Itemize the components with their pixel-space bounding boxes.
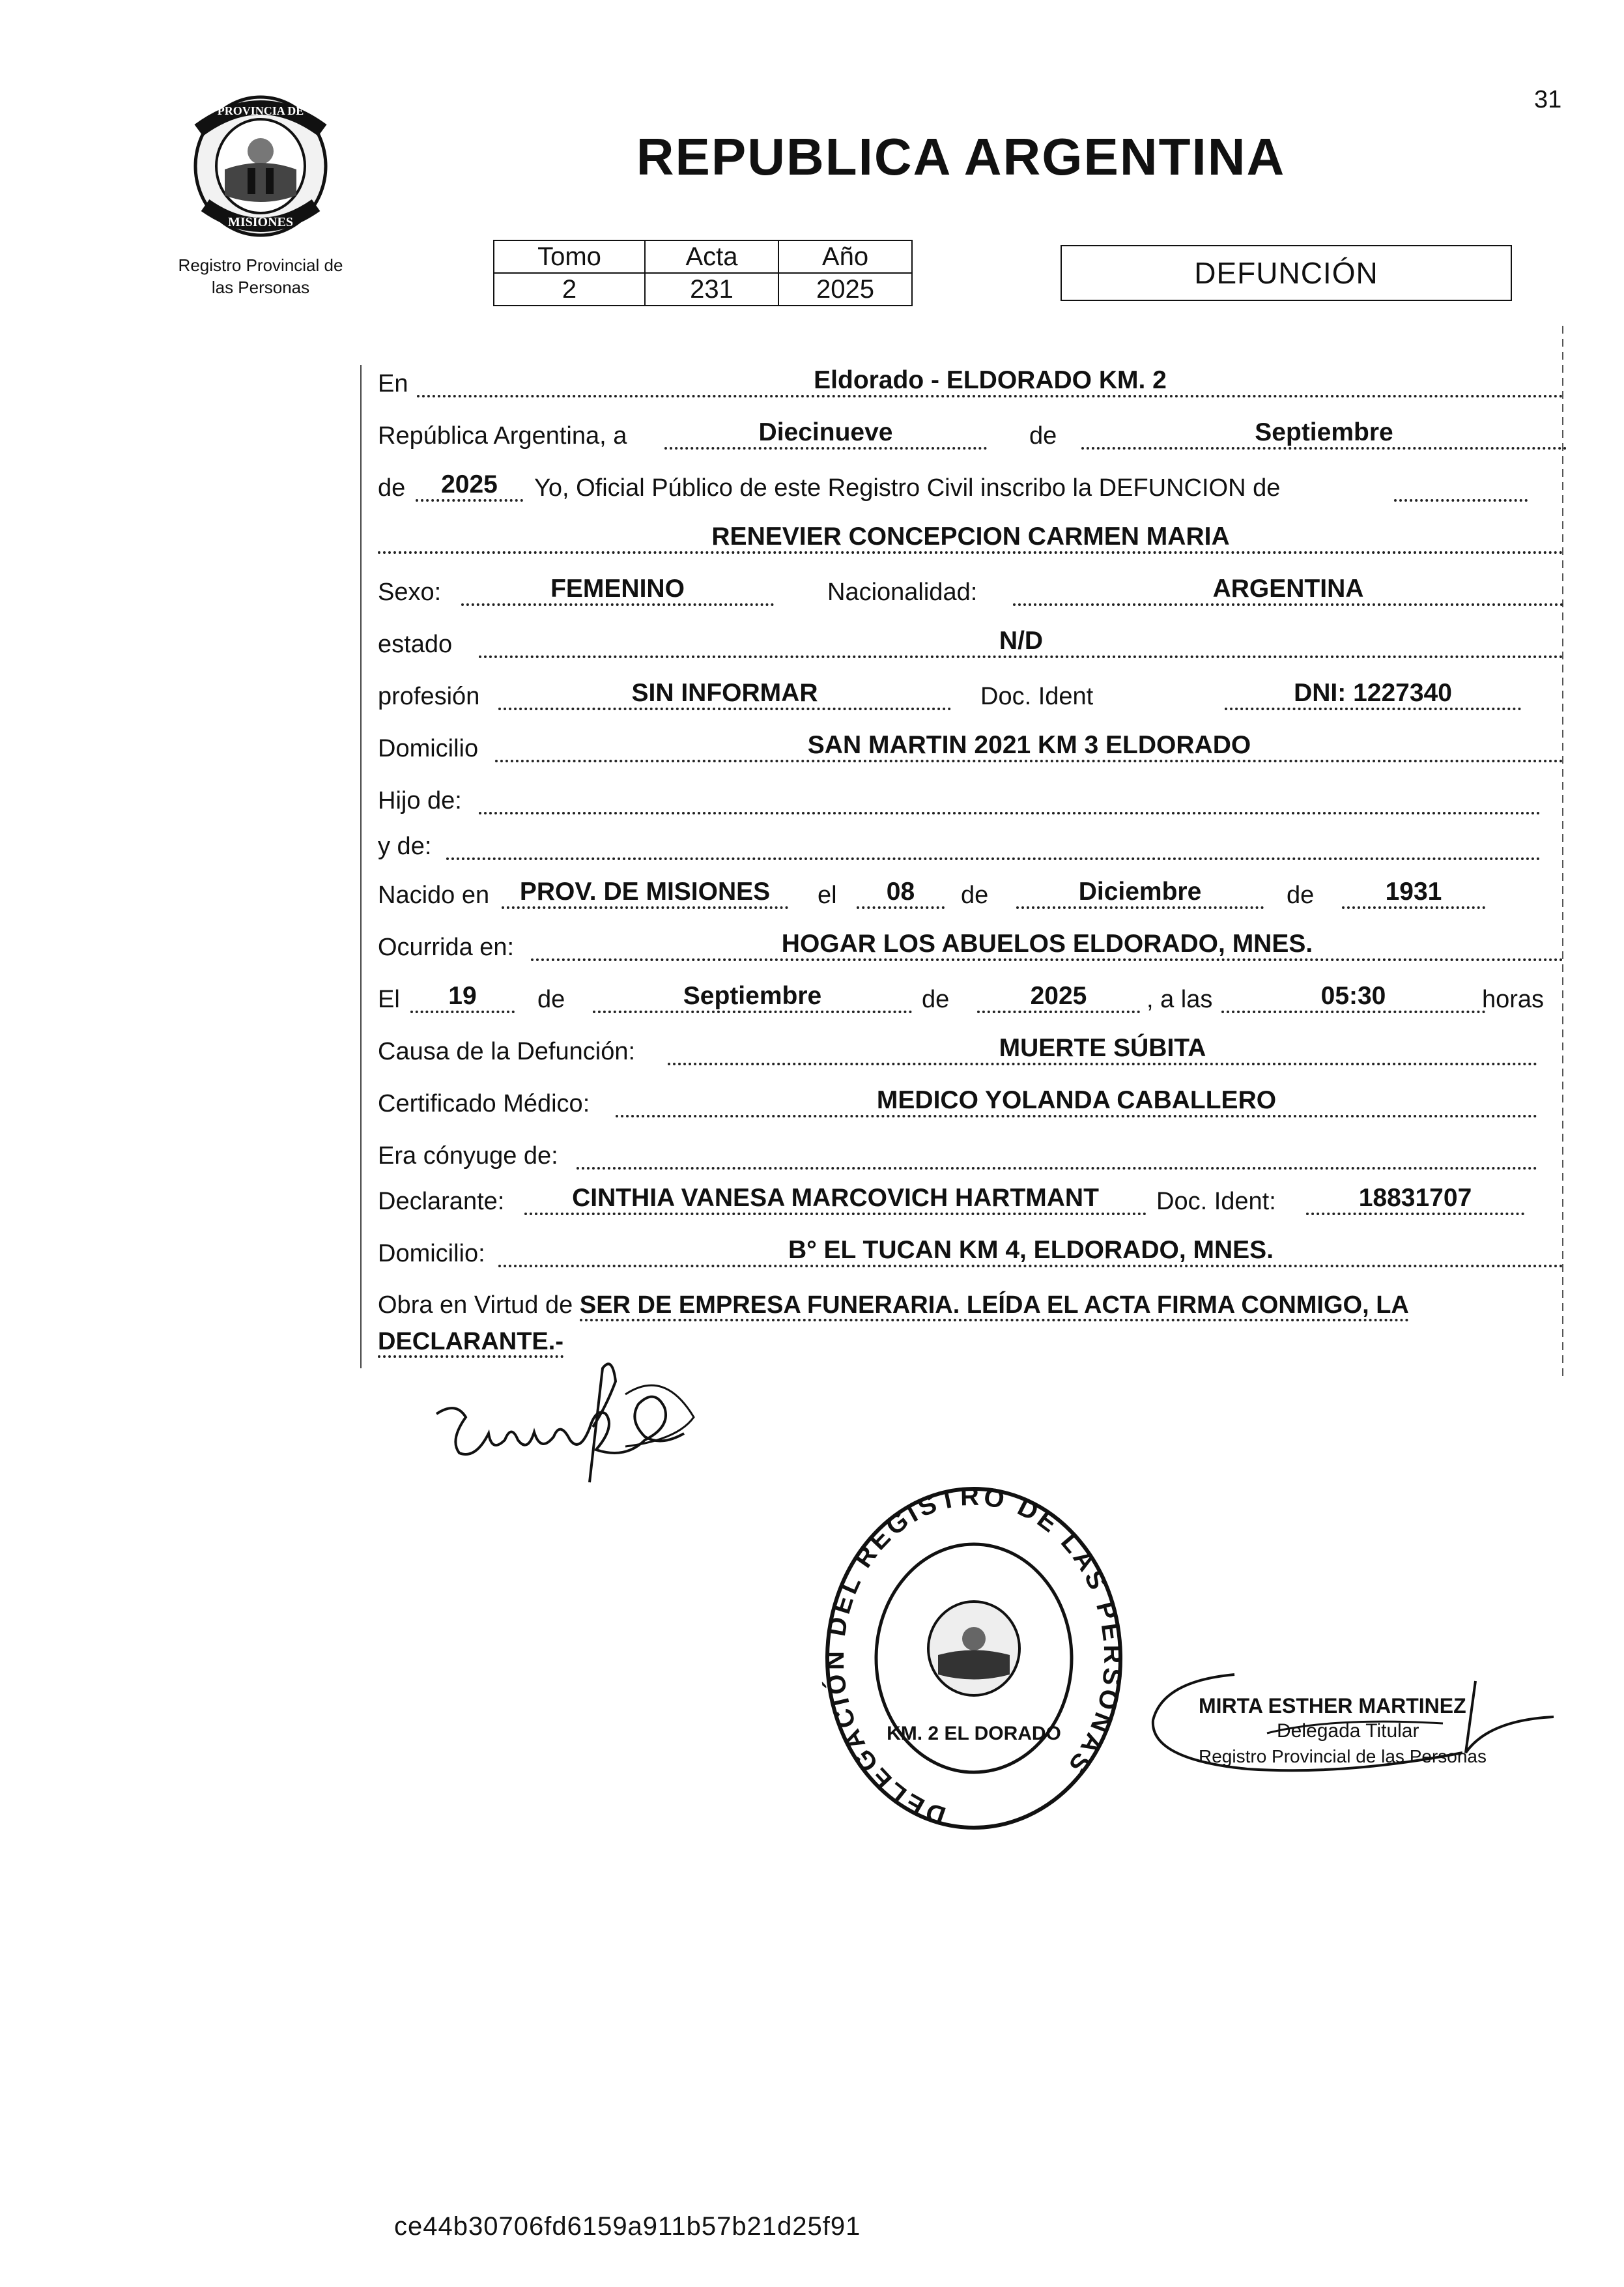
row-estado: [378, 626, 1563, 670]
label-domicilio: Domicilio: [378, 735, 479, 762]
record-table-header-row: [494, 240, 912, 273]
field-declarante: CINTHIA VANESA MARCOVICH HARTMANT: [524, 1184, 1147, 1215]
record-table-value-row: [494, 273, 912, 306]
record-header-tomo: Tomo: [494, 240, 645, 273]
official-name: MIRTA ESTHER MARTINEZ: [1199, 1694, 1466, 1718]
label-certificado: Certificado Médico:: [378, 1090, 590, 1117]
label-obra: Obra en Virtud de: [378, 1291, 573, 1319]
label-causa: Causa de la Defunción:: [378, 1038, 636, 1065]
field-profesion: SIN INFORMAR: [498, 679, 951, 710]
label-el-de2: de: [922, 986, 950, 1013]
label-nacido-de2: de: [1287, 882, 1315, 909]
field-nacionalidad: ARGENTINA: [1013, 575, 1563, 606]
field-en: Eldorado - ELDORADO KM. 2: [417, 366, 1563, 397]
label-fecha-de: de: [1029, 422, 1057, 450]
field-certificado: MEDICO YOLANDA CABALLERO: [616, 1086, 1537, 1117]
label-declarante-doc: Doc. Ident:: [1156, 1188, 1276, 1215]
row-domicilio: [378, 730, 1563, 774]
record-table: [493, 240, 913, 306]
field-domicilio2: B° EL TUCAN KM 4, ELDORADO, MNES.: [498, 1236, 1563, 1267]
left-margin-rule: [360, 365, 362, 1368]
record-header-acta: Acta: [645, 240, 778, 273]
row-nombre: [378, 521, 1563, 566]
label-conyuge: Era cónyuge de:: [378, 1142, 558, 1170]
declarant-signature: [430, 1355, 704, 1486]
field-conyuge: [577, 1138, 1537, 1170]
field-sexo: FEMENINO: [461, 575, 774, 606]
official-signature-stamp: [1137, 1655, 1554, 1785]
field-fecha-day: Diecinueve: [664, 418, 987, 450]
seal-inner-text: KM. 2 EL DORADO: [887, 1723, 1061, 1744]
field-domicilio: SAN MARTIN 2021 KM 3 ELDORADO: [495, 731, 1563, 762]
row-ocurrida: [378, 928, 1563, 973]
record-value-tomo: 2: [494, 273, 645, 306]
label-sexo: Sexo:: [378, 579, 442, 606]
label-nacido: Nacido en: [378, 882, 490, 909]
label-nacido-el: el: [818, 882, 837, 909]
field-doc-ident: DNI: 1227340: [1225, 679, 1521, 710]
label-hijo: Hijo de:: [378, 787, 462, 814]
field-fecha-month: Septiembre: [1081, 418, 1567, 450]
field-ocurrida: HOGAR LOS ABUELOS ELDORADO, MNES.: [531, 930, 1563, 961]
label-en: En: [378, 370, 408, 397]
row-conyuge: [378, 1137, 1563, 1181]
page-number: 31: [1534, 86, 1562, 113]
record-type-box: DEFUNCIÓN: [1061, 245, 1512, 301]
label-declarante: Declarante:: [378, 1188, 505, 1215]
field-nacido-anio: 1931: [1342, 878, 1485, 909]
official-office: Registro Provincial de las Personas: [1199, 1746, 1487, 1766]
field-nacido-lugar: PROV. DE MISIONES: [502, 878, 788, 909]
label-anio: de: [378, 474, 406, 502]
field-yde: [446, 829, 1541, 860]
row-en: [378, 365, 1563, 409]
label-el-alas: , a las: [1147, 986, 1213, 1013]
crest-text-bottom: MISIONES: [227, 215, 294, 229]
registry-label: [153, 254, 368, 298]
document-hash: ce44b30706fd6159a911b57b21d25f91: [394, 2212, 861, 2241]
row-certificado: [378, 1085, 1563, 1129]
row-hijo: [378, 782, 1563, 826]
row-obra: [378, 1287, 1563, 1360]
row-causa: [378, 1033, 1563, 1077]
field-el-mes: Septiembre: [593, 982, 912, 1013]
label-doc-ident: Doc. Ident: [980, 683, 1094, 710]
field-estado: N/D: [479, 627, 1563, 658]
field-el-hora: 05:30: [1221, 982, 1485, 1013]
label-domicilio2: Domicilio:: [378, 1240, 485, 1267]
field-hijo: [479, 783, 1541, 814]
label-estado: estado: [378, 631, 453, 658]
row-fecha: [378, 417, 1563, 461]
row-domicilio2: [378, 1235, 1563, 1279]
field-nombre: RENEVIER CONCEPCION CARMEN MARIA: [378, 523, 1563, 554]
record-header-anio: Año: [778, 240, 912, 273]
official-role: Delegada Titular: [1277, 1720, 1419, 1742]
field-causa: MUERTE SÚBITA: [668, 1034, 1537, 1065]
page-title: REPUBLICA ARGENTINA: [636, 128, 1286, 186]
text-inscribo: Yo, Oficial Público de este Registro Civil inscribo la DEFUNCION de: [534, 474, 1281, 502]
registry-logo-block: [153, 91, 368, 300]
row-profesion: [378, 678, 1563, 722]
registry-label-line1: Registro Provincial de: [178, 255, 343, 275]
row-sexo: [378, 573, 1563, 618]
label-el: El: [378, 986, 400, 1013]
label-el-horas: horas: [1482, 986, 1545, 1013]
label-yde: y de:: [378, 833, 432, 860]
field-nacido-mes: Diciembre: [1016, 878, 1264, 909]
row-nacido: [378, 876, 1563, 921]
label-nacido-de1: de: [961, 882, 989, 909]
field-anio: 2025: [416, 470, 523, 502]
record-value-anio: 2025: [778, 273, 912, 306]
field-el-anio: 2025: [977, 982, 1140, 1013]
row-yde: [378, 827, 1563, 872]
field-declarante-doc: 18831707: [1306, 1184, 1524, 1215]
record-value-acta: 231: [645, 273, 778, 306]
label-ocurrida: Ocurrida en:: [378, 934, 515, 961]
seal-ring-text: DELEGACIÓN DEL REGISTRO DE LAS PERSONAS: [820, 1482, 1128, 1830]
field-anio-blank: [1394, 470, 1528, 502]
label-el-de1: de: [537, 986, 565, 1013]
row-declarante: [378, 1183, 1563, 1227]
field-obra: SER DE EMPRESA FUNERARIA. LEÍDA EL ACTA FIRMA CONMIGO, LA DECLARANTE.-: [378, 1291, 1409, 1358]
label-fecha: República Argentina, a: [378, 422, 627, 450]
row-anio: [378, 469, 1563, 513]
label-nacionalidad: Nacionalidad:: [827, 579, 978, 606]
field-el-dia: 19: [410, 982, 515, 1013]
crest-text-top: PROVINCIA DE: [217, 104, 304, 117]
label-profesion: profesión: [378, 683, 480, 710]
delegation-seal: [818, 1482, 1130, 1834]
field-nacido-dia: 08: [857, 878, 945, 909]
registry-label-line2: las Personas: [211, 278, 310, 297]
row-el: [378, 981, 1563, 1025]
province-crest-icon: [186, 91, 335, 238]
